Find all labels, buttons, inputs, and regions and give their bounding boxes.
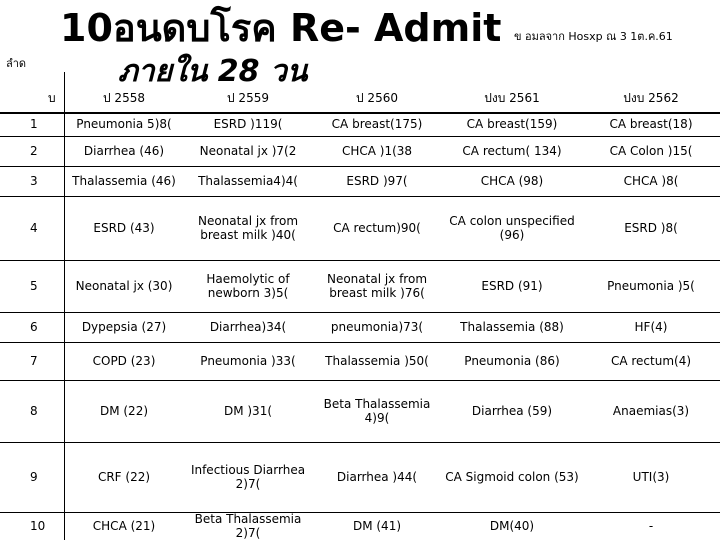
header-2562: ปงบ 2562 [623,91,679,105]
cell-2560: CHCA )1(38 [341,144,413,158]
page-title: 10อนดบโรค Re- Admit [60,6,502,50]
table-row [0,260,720,313]
cell-2561: Thalassemia (88) [460,320,564,334]
cell-2561: Diarrhea (59) [471,404,553,418]
header-2561: ปงบ 2561 [484,91,540,105]
cell-2562: CA rectum(4) [610,354,692,368]
source-note: ข อมลจาก Hosxp ณ 3 1ต.ค.61 [514,30,673,43]
table-row [0,442,720,513]
cell-2558: DM (22) [99,404,149,418]
rank-label: ลำด [6,57,27,70]
cell-2560: ESRD )97( [346,174,408,188]
cell-2560: pneumonia)73( [330,320,424,334]
cell-2560: Diarrhea )44( [336,470,418,484]
cell-2562: CA breast(18) [609,117,693,131]
header-no: บ [48,91,56,105]
cell-2558: COPD (23) [92,354,156,368]
cell-2560: Neonatal jx from breast milk )76( [326,272,428,300]
rank-number: 9 [30,470,38,484]
column-divider [64,72,65,540]
cell-2559: DM )31( [223,404,273,418]
cell-2561: DM(40) [489,519,535,533]
cell-2558: Thalassemia (46) [72,174,176,188]
cell-2558: ESRD (43) [93,221,155,235]
table-row [0,136,720,167]
table-row [0,166,720,197]
table-row [0,312,720,343]
cell-2559: Neonatal jx from breast milk )40( [197,214,299,242]
cell-2561: CA rectum( 134) [462,144,562,158]
cell-2558: Neonatal jx (30) [75,279,173,293]
header-2559: ป 2559 [227,91,269,105]
cell-2559: Pneumonia )33( [200,354,296,368]
header-2560: ป 2560 [356,91,398,105]
cell-2561: CA breast(159) [466,117,558,131]
cell-2558: Diarrhea (46) [83,144,165,158]
cell-2561: CA colon unspecified (96) [449,214,575,242]
rank-number: 5 [30,279,38,293]
table-row [0,380,720,443]
table-row [0,512,720,540]
rank-number: 1 [30,117,38,131]
rank-number: 6 [30,320,38,334]
cell-2561: CHCA (98) [480,174,544,188]
cell-2560: CA breast(175) [331,117,423,131]
table-row [0,342,720,381]
table-row [0,196,720,261]
cell-2559: Infectious Diarrhea 2)7( [190,463,306,491]
cell-2561: CA Sigmoid colon (53) [445,470,579,484]
cell-2558: CRF (22) [97,470,151,484]
cell-2560: CA rectum)90( [333,221,421,235]
cell-2561: Pneumonia (86) [464,354,560,368]
rank-number: 7 [30,354,38,368]
cell-2560: DM (41) [352,519,402,533]
cell-2558: Dypepsia (27) [81,320,167,334]
cell-2559: Neonatal jx )7(2 [199,144,297,158]
cell-2558: CHCA (21) [92,519,156,533]
cell-2562: CHCA )8( [623,174,679,188]
cell-2562: HF(4) [634,320,668,334]
cell-2562: Pneumonia )5( [607,279,695,293]
cell-2559: Diarrhea)34( [209,320,287,334]
table-header [0,84,720,114]
rank-number: 4 [30,221,38,235]
cell-2562: - [648,519,654,533]
cell-2559: ESRD )119( [213,117,283,131]
cell-2560: Thalassemia )50( [325,354,429,368]
cell-2562: CA Colon )15( [609,144,693,158]
rank-number: 2 [30,144,38,158]
cell-2559: Haemolytic of newborn 3)5( [206,272,290,300]
cell-2559: Beta Thalassemia 2)7( [194,512,302,540]
rank-number: 10 [30,519,46,533]
header-2558: ป 2558 [103,91,145,105]
cell-2562: UTI(3) [632,470,670,484]
cell-2562: Anaemias(3) [612,404,690,418]
rank-number: 3 [30,174,38,188]
cell-2561: ESRD (91) [481,279,543,293]
cell-2560: Beta Thalassemia 4)9( [323,397,431,425]
cell-2559: Thalassemia4)4( [198,174,298,188]
cell-2558: Pneumonia 5)8( [76,117,172,131]
rank-number: 8 [30,404,38,418]
page-subtitle: ภายใน 28 วน [118,54,308,89]
table-row [0,112,720,137]
cell-2562: ESRD )8( [624,221,678,235]
